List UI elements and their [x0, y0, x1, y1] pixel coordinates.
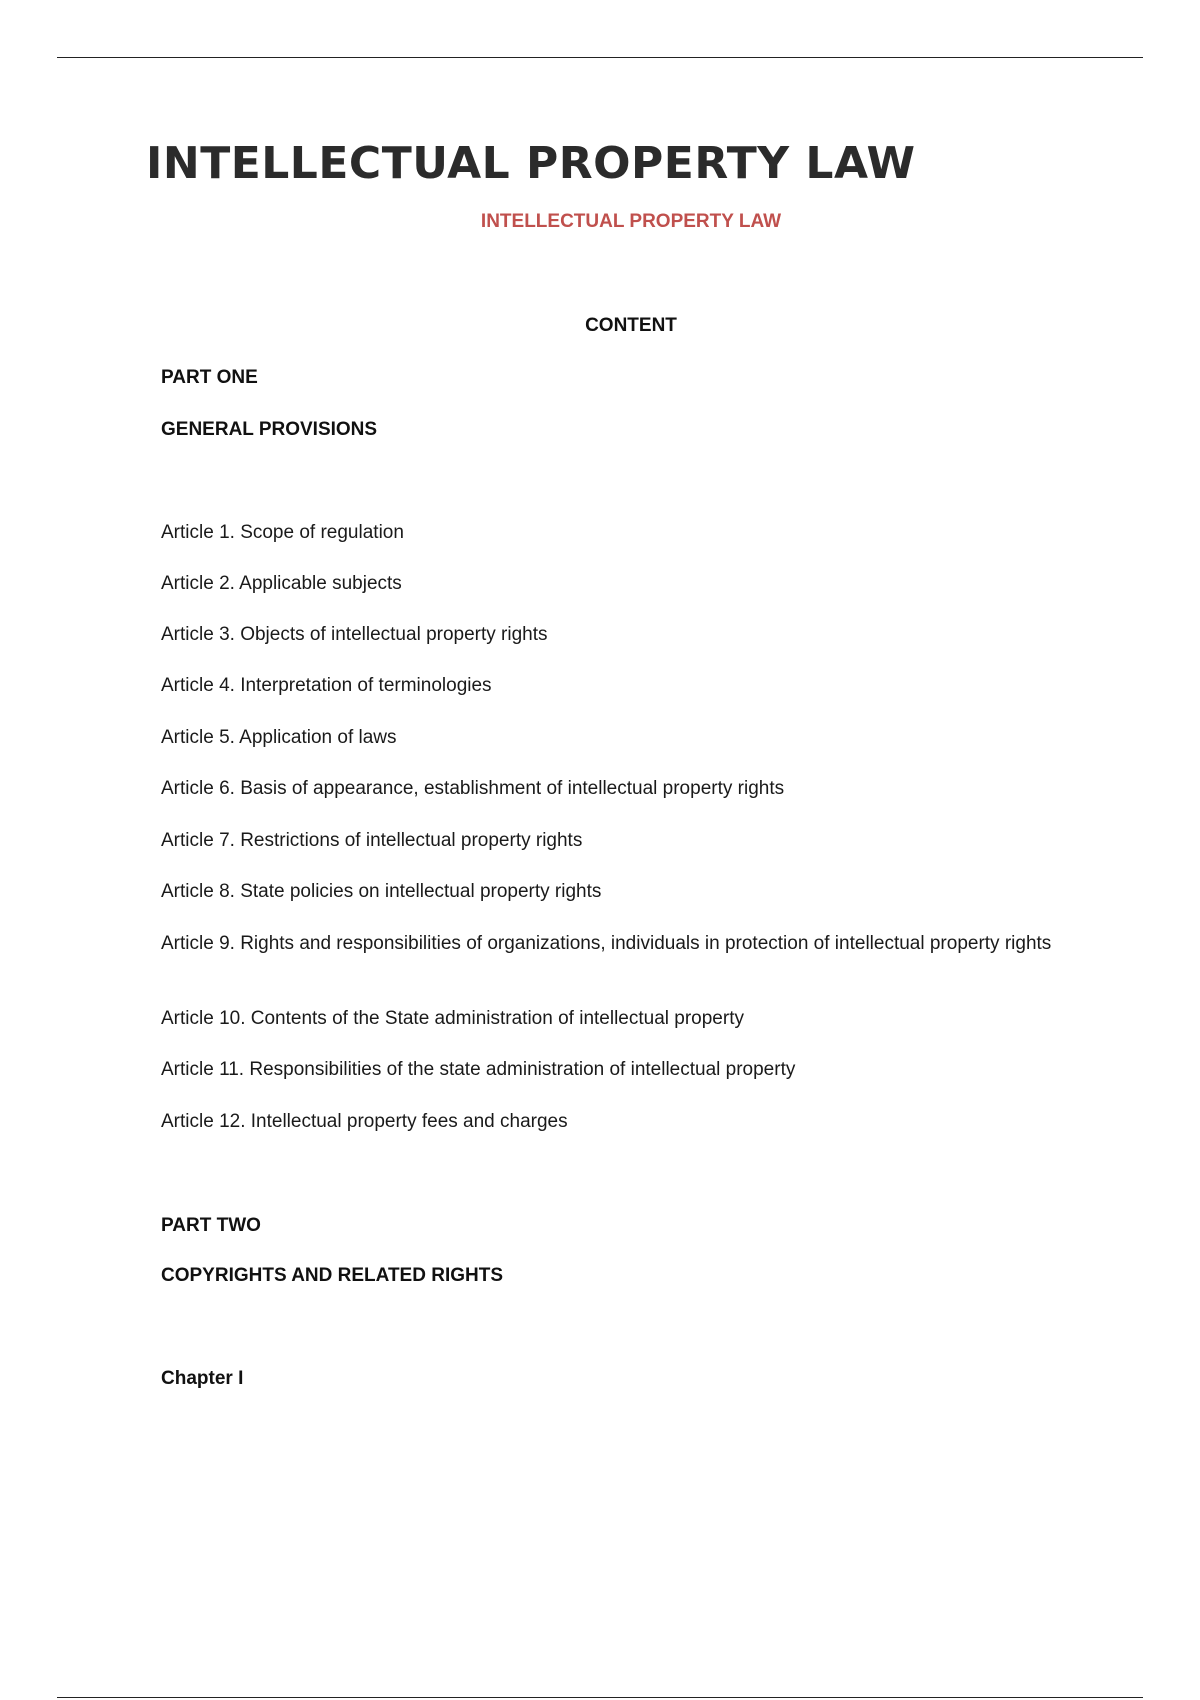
toc-article-2: Article 2. Applicable subjects	[161, 573, 402, 594]
toc-article-1: Article 1. Scope of regulation	[161, 522, 404, 543]
part-two-heading: COPYRIGHTS AND RELATED RIGHTS	[161, 1265, 504, 1286]
toc-article-4: Article 4. Interpretation of terminologies	[161, 675, 492, 696]
document-title: INTELLECTUAL PROPERTY LAW	[146, 138, 916, 189]
toc-article-12: Article 12. Intellectual property fees and charges	[161, 1111, 568, 1132]
toc-article-3: Article 3. Objects of intellectual property rights	[161, 624, 548, 645]
toc-article-7: Article 7. Restrictions of intellectual property rights	[161, 830, 583, 851]
toc-article-8: Article 8. State policies on intellectual property rights	[161, 881, 602, 902]
part-one-label: PART ONE	[161, 367, 258, 388]
toc-article-9: Article 9. Rights and responsibilities of organizations, individuals in protection of intellectual property rights	[161, 933, 1052, 954]
part-two-label: PART TWO	[161, 1215, 261, 1236]
toc-article-10: Article 10. Contents of the State administration of intellectual property	[161, 1008, 744, 1029]
document-subtitle: INTELLECTUAL PROPERTY LAW	[480, 211, 782, 232]
chapter-heading: Chapter I	[161, 1368, 244, 1389]
footer-rule	[57, 1697, 1143, 1698]
toc-article-11: Article 11. Responsibilities of the state administration of intellectual property	[161, 1059, 796, 1080]
part-one-heading: GENERAL PROVISIONS	[161, 419, 378, 440]
toc-article-5: Article 5. Application of laws	[161, 727, 397, 748]
header-rule	[57, 57, 1143, 58]
toc-article-6: Article 6. Basis of appearance, establishment of intellectual property rights	[161, 778, 785, 799]
content-heading: CONTENT	[585, 315, 677, 336]
